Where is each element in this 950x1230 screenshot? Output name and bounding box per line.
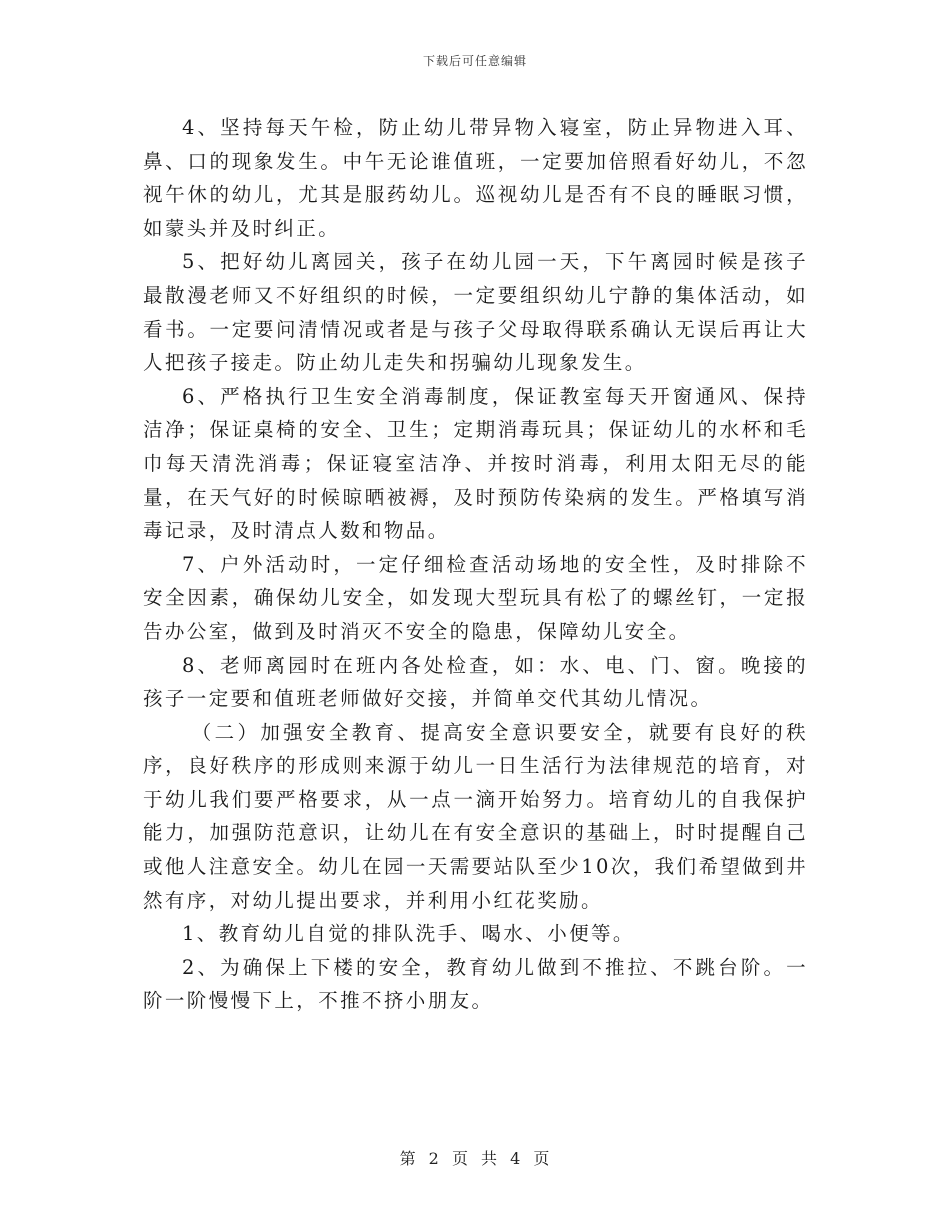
paragraph-item-5: 5、把好幼儿离园关，孩子在幼儿园一天，下午离园时候是孩子最散漫老师又不好组织的时候，一定要组织幼儿宁静的集体活动，如看书。一定要问清情况或者是与孩子父母取得联系确认无误后再让大人把孩子接走。防止幼儿走失和拐骗幼儿现象发生。 <box>143 250 808 375</box>
paragraph-item-4: 4、坚持每天午检，防止幼儿带异物入寝室，防止异物进入耳、鼻、口的现象发生。中午无论谁值班，一定要加倍照看好幼儿，不忽视午休的幼儿，尤其是服药幼儿。巡视幼儿是否有不良的睡眠习惯，如蒙头并及时纠正。 <box>143 116 808 240</box>
page-number-footer: 第 2 页 共 4 页 <box>399 1149 551 1168</box>
paragraph-sub-item-1: 1、教育幼儿自觉的排队洗手、喝水、小便等。 <box>182 922 635 946</box>
paragraph-item-6: 6、严格执行卫生安全消毒制度，保证教室每天开窗通风、保持洁净；保证桌椅的安全、卫生；定期消毒玩具；保证幼儿的水杯和毛巾每天清洗消毒；保证寝室洁净、并按时消毒，利用太阳无尽的能量，在天气好的时候晾晒被褥，及时预防传染病的发生。严格填写消毒记录，及时清点人数和物品。 <box>143 384 808 543</box>
paragraph-item-7: 7、户外活动时，一定仔细检查活动场地的安全性，及时排除不安全因素，确保幼儿安全，如发现大型玩具有松了的螺丝钉，一定报告办公室，做到及时消灭不安全的隐患，保障幼儿安全。 <box>143 552 808 643</box>
section-heading-paragraph-2: （二）加强安全教育、提高安全意识要安全，就要有良好的秩序，良好秩序的形成则来源于幼儿一日生活行为法律规范的培育，对于幼儿我们要严格要求，从一点一滴开始努力。培育幼儿的自我保护能力，加强防范意识，让幼儿在有安全意识的基础上，时时提醒自己或他人注意安全。幼儿在园一天需要站队至少10次，我们希望做到井然有序，对幼儿提出要求，并利用小红花奖励。 <box>143 720 808 912</box>
document-body <box>143 111 808 1018</box>
page-header: 下载后可任意编辑 <box>422 54 527 68</box>
paragraph-sub-item-2: 2、为确保上下楼的安全，教育幼儿做到不推拉、不跳台阶。一阶一阶慢慢下上，不推不挤小朋友。 <box>143 955 808 1013</box>
paragraph-item-8: 8、老师离园时在班内各处检查，如：水、电、门、窗。晚接的孩子一定要和值班老师做好交接，并简单交代其幼儿情况。 <box>143 653 808 711</box>
